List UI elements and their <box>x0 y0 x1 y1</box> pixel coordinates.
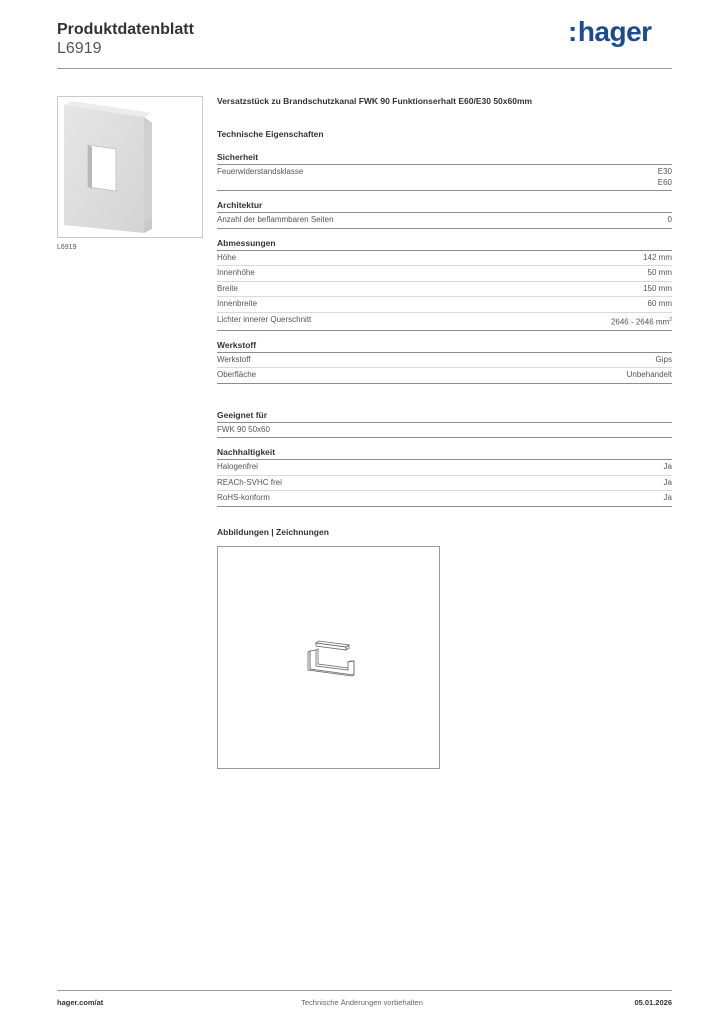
section-sustainability <box>217 447 672 507</box>
section-suitable <box>217 410 672 439</box>
table-row <box>217 476 672 492</box>
row-value: Ja <box>663 493 672 503</box>
section-title: Nachhaltigkeit <box>217 447 672 460</box>
row-value: 150 mm <box>643 283 672 293</box>
row-label: Innenbreite <box>217 299 258 308</box>
row-value-superscript: 2 <box>669 316 672 323</box>
row-label: Halogenfrei <box>217 462 258 472</box>
row-value: Gips <box>655 354 672 364</box>
row-value <box>658 167 672 188</box>
technical-properties-title: Technische Eigenschaften <box>217 129 324 139</box>
row-label: Oberfläche <box>217 370 257 380</box>
hager-logo <box>568 16 652 48</box>
row-value: Ja <box>663 462 672 472</box>
footer-date: 05.01.2026 <box>634 998 672 1007</box>
table-row <box>217 491 672 507</box>
table-row <box>217 423 672 439</box>
footer-notice: Technische Änderungen vorbehalten <box>301 998 423 1007</box>
table-row <box>217 460 672 476</box>
section-safety <box>217 152 672 191</box>
row-label: Innenhöhe <box>217 268 255 277</box>
section-architecture <box>217 200 672 229</box>
row-label: REACh-SVHC frei <box>217 477 282 487</box>
row-label: RoHS-konform <box>217 493 270 503</box>
row-label: Anzahl der beflammbaren Seiten <box>217 215 334 224</box>
section-title: Abmessungen <box>217 238 672 251</box>
row-label: Breite <box>217 283 238 293</box>
product-description: Versatzstück zu Brandschutzkanal FWK 90 Funktionserhalt E60/E30 50x60mm <box>217 96 533 106</box>
table-row <box>217 368 672 384</box>
row-value-text: 2646 - 2646 mm <box>610 317 670 327</box>
section-title: Werkstoff <box>217 340 672 353</box>
row-label: Höhe <box>217 252 237 262</box>
table-row <box>217 313 672 331</box>
table-row <box>217 282 672 298</box>
row-label: FWK 90 50x60 <box>217 424 270 434</box>
product-photo <box>57 96 203 238</box>
row-value: 50 mm <box>647 268 672 277</box>
row-value-line: E30 <box>657 167 672 176</box>
section-dimensions <box>217 238 672 331</box>
row-value: Ja <box>663 477 672 487</box>
drawing-image <box>218 547 439 768</box>
drawings-title: Abbildungen | Zeichnungen <box>217 526 329 537</box>
table-row <box>217 266 672 282</box>
row-label: Werkstoff <box>217 354 251 364</box>
table-row <box>217 213 672 229</box>
header-divider <box>57 68 672 69</box>
logo-text: hager <box>577 16 652 47</box>
table-row <box>217 297 672 313</box>
page-title: Produktdatenblatt <box>57 21 194 38</box>
section-title: Geeignet für <box>217 410 672 423</box>
logo-prefix: : <box>568 16 577 47</box>
footer-website: hager.com/at <box>57 998 104 1007</box>
row-value: Unbehandelt <box>626 370 672 380</box>
row-value: 60 mm <box>647 299 672 308</box>
product-photo-image <box>58 97 202 237</box>
section-title: Sicherheit <box>217 152 672 165</box>
footer-divider <box>57 990 672 991</box>
row-label: Feuerwiderstandsklasse <box>217 167 304 176</box>
section-title: Architektur <box>217 200 672 213</box>
row-value: 142 mm <box>643 252 672 262</box>
row-value <box>611 315 672 328</box>
photo-caption: L6919 <box>57 244 77 251</box>
technical-drawing <box>217 546 440 769</box>
row-value-line: E60 <box>657 177 672 187</box>
table-row <box>217 165 672 191</box>
table-row <box>217 353 672 369</box>
product-sku: L6919 <box>57 40 102 57</box>
row-label: Lichter innerer Querschnitt <box>217 314 312 324</box>
section-material <box>217 340 672 384</box>
technical-content <box>217 96 672 537</box>
table-row <box>217 251 672 267</box>
row-value: 0 <box>667 215 672 224</box>
